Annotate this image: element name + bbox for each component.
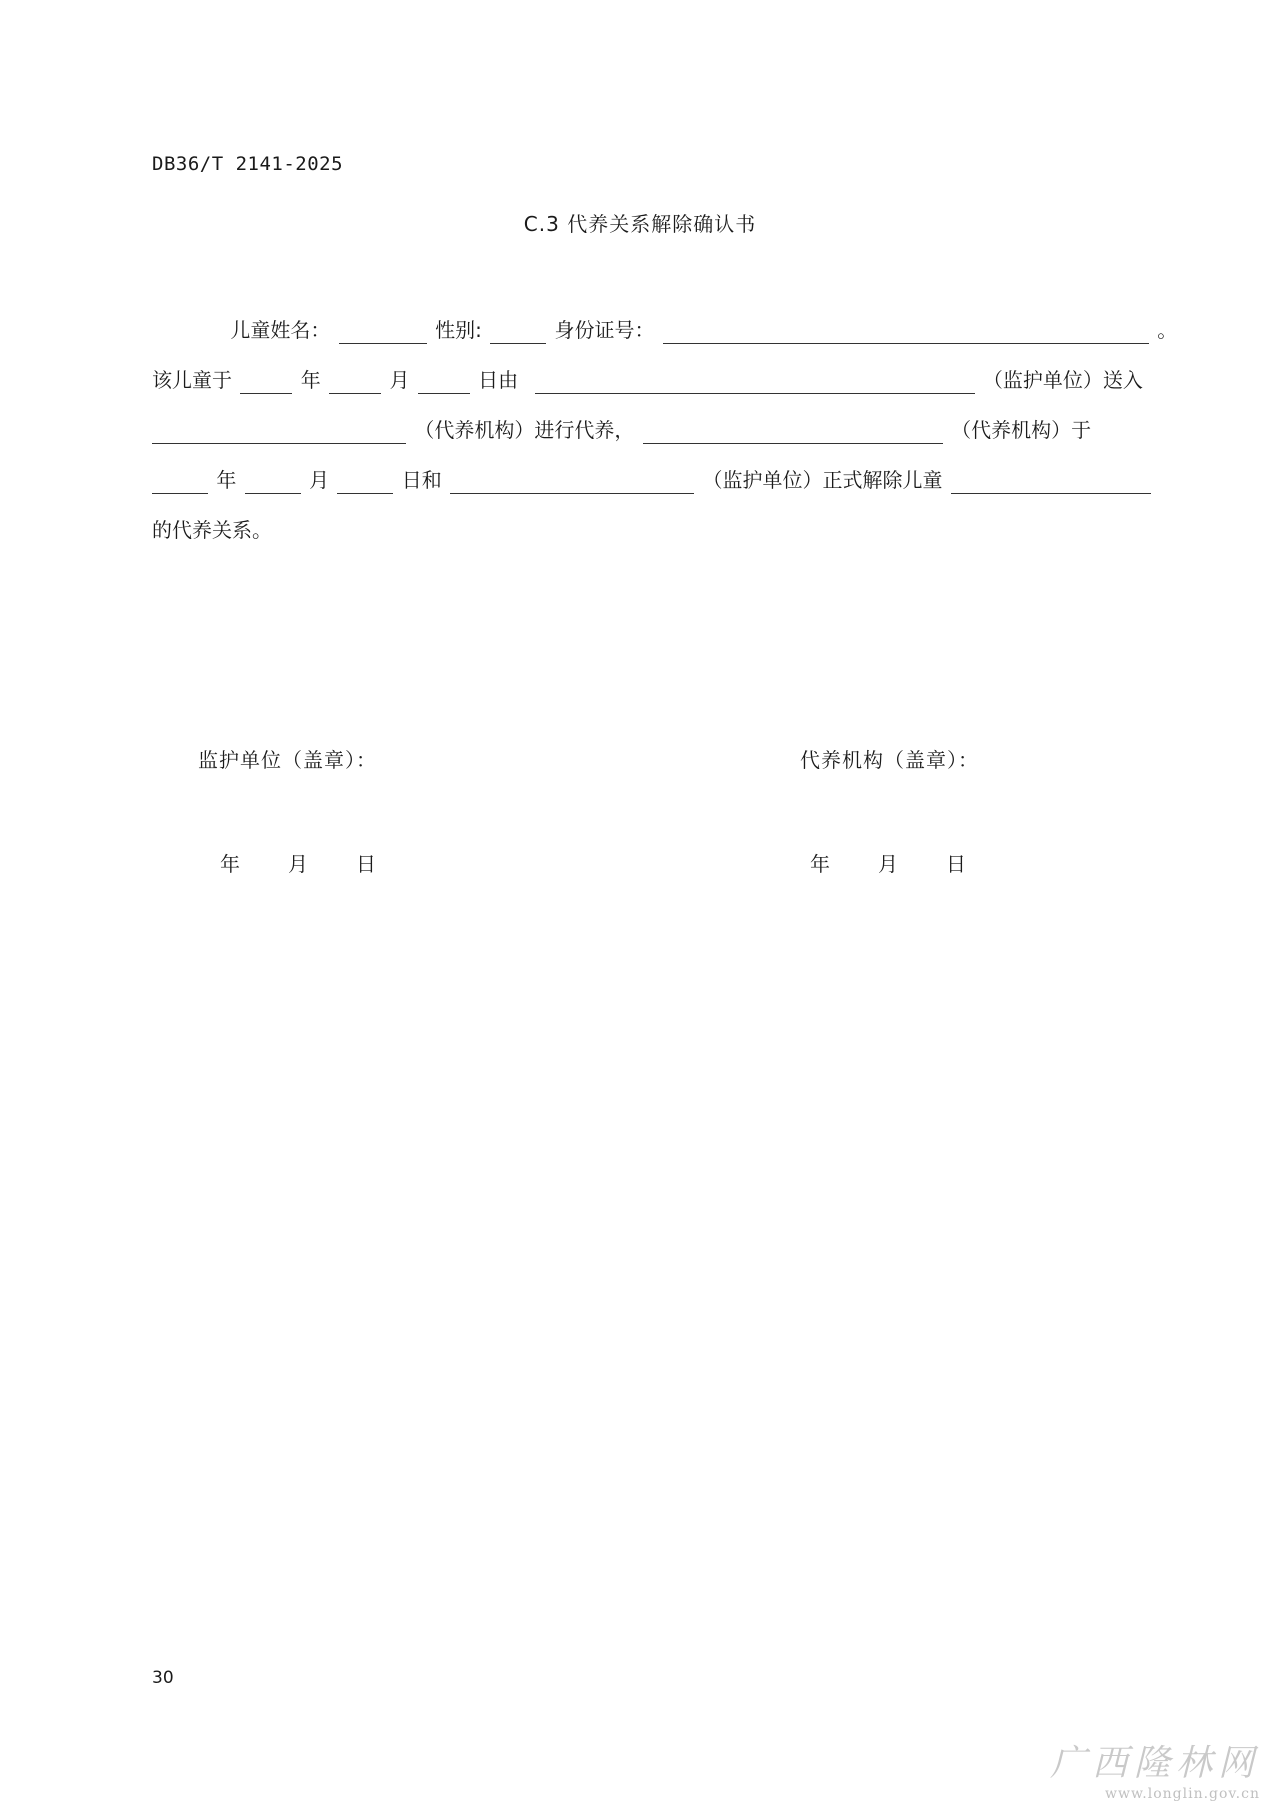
label-foster-relation: 的代养关系。: [152, 518, 272, 542]
label-year-2: 年: [216, 468, 237, 492]
id-number-blank[interactable]: [663, 321, 1149, 344]
guardian-unit-blank-2[interactable]: [450, 471, 694, 494]
guardian-date: [220, 848, 376, 877]
label-gender: 性别:: [435, 318, 482, 342]
label-month-2: 月: [309, 468, 330, 492]
agency-seal-label: 代养机构（盖章）：: [800, 748, 979, 772]
agency-date-year: 年: [810, 852, 830, 876]
label-foster-agency-on: （代养机构）于: [951, 418, 1092, 442]
label-child-name: 儿童姓名：: [230, 318, 331, 342]
form-line-3: [152, 416, 1130, 444]
page-title: C.3 代养关系解除确认书: [523, 212, 757, 236]
guardian-seal-label: 监护单位（盖章）：: [198, 748, 377, 772]
guardian-unit-blank[interactable]: [535, 371, 975, 394]
agency-date: [810, 848, 966, 877]
guardian-date-year: 年: [220, 852, 240, 876]
release-year-blank[interactable]: [152, 471, 208, 494]
label-id-number: 身份证号：: [554, 318, 655, 342]
label-day-and: 日和: [401, 468, 442, 492]
send-day-blank[interactable]: [418, 371, 470, 394]
form-line-1: [152, 316, 1178, 344]
guardian-date-month: 月: [288, 852, 308, 876]
gender-blank[interactable]: [490, 321, 546, 344]
child-name-blank[interactable]: [339, 321, 427, 344]
agency-date-month: 月: [878, 852, 898, 876]
label-year: 年: [300, 368, 321, 392]
child-name-blank-2[interactable]: [951, 471, 1151, 494]
guardian-date-day: 日: [356, 852, 376, 876]
release-day-blank[interactable]: [337, 471, 393, 494]
form-line-4: [152, 466, 1130, 494]
send-month-blank[interactable]: [329, 371, 381, 394]
watermark-url: www.longlin.gov.cn: [1105, 1786, 1260, 1802]
label-day-by: 日由: [478, 368, 519, 392]
sentence-end: 。: [1157, 318, 1178, 342]
form-line-5: [152, 516, 1130, 544]
label-foster-agency: （代养机构）进行代养，: [414, 418, 635, 442]
foster-agency-blank-2[interactable]: [643, 421, 943, 444]
label-child-on: 该儿童于: [152, 368, 232, 392]
page-number: 30: [152, 1668, 174, 1688]
label-guardian-sent: （监护单位）送入: [982, 368, 1143, 392]
document-code: DB36/T 2141-2025: [152, 153, 344, 175]
send-year-blank[interactable]: [240, 371, 292, 394]
watermark-logo: 广西隆林网: [1049, 1743, 1260, 1784]
watermark: [1050, 1735, 1260, 1802]
foster-agency-blank[interactable]: [152, 421, 406, 444]
agency-date-day: 日: [946, 852, 966, 876]
release-month-blank[interactable]: [245, 471, 301, 494]
form-line-2: [152, 366, 1143, 394]
label-release-child: （监护单位）正式解除儿童: [702, 468, 943, 492]
label-month: 月: [389, 368, 410, 392]
